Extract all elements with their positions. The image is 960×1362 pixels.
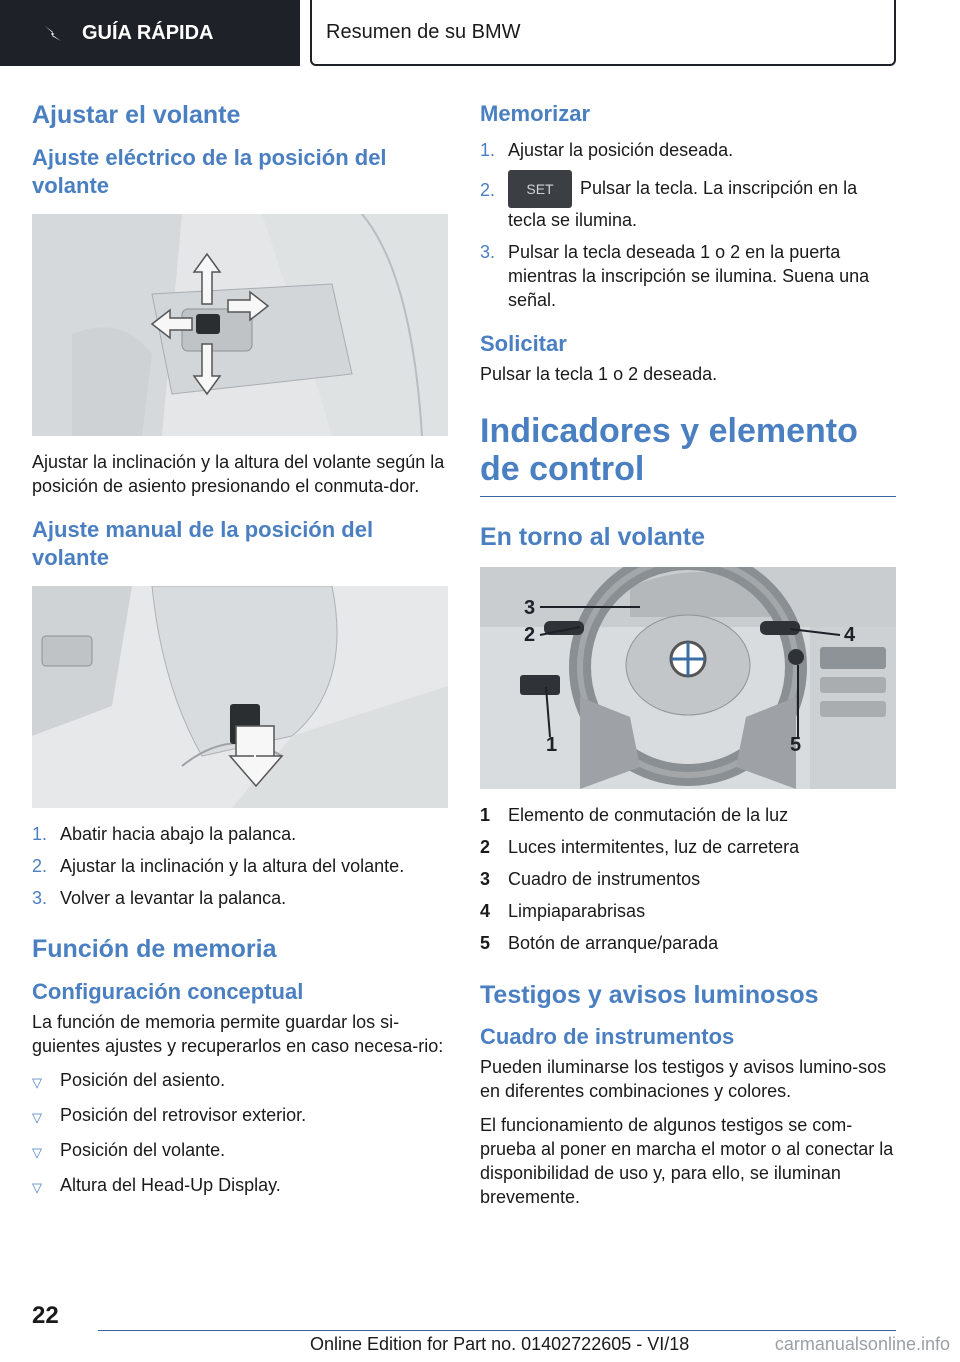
heading-manual-adjust: Ajuste manual de la posición del volante [32, 517, 374, 570]
list-item: 2 Luces intermitentes, luz de carretera [480, 837, 800, 857]
triangle-bullet-icon: ▽ [32, 1075, 42, 1090]
concept-text: La función de memoria permite guardar los si-guientes ajustes y recuperarlos en caso necesa-rio: [32, 1012, 444, 1056]
section-title [310, 0, 896, 66]
heading-electric-adjust: Ajuste eléctrico de la posición del volante [32, 145, 387, 198]
heading-warnings: Testigos y avisos luminosos [480, 981, 819, 1009]
quick-guide-label: GUÍA RÁPIDA [82, 21, 214, 44]
list-item: ▽ Posición del asiento. [32, 1068, 448, 1095]
bolt-icon [42, 22, 64, 44]
list-item: ▽ Posición del volante. [32, 1138, 448, 1165]
list-item: 5 Botón de arranque/parada [480, 933, 719, 953]
list-item: 1 Elemento de conmutación de la luz [480, 805, 789, 825]
request-text: Pulsar la tecla 1 o 2 deseada. [480, 364, 718, 384]
section-title-text: Resumen de su BMW [326, 20, 521, 43]
cluster-text-2: El funcionamiento de algunos testigos se com-prueba al poner en marcha el motor o al conectar la disponibilidad de uso y, para ello, se iluminan brevemente. [480, 1115, 894, 1207]
cluster-text-1: Pueden iluminarse los testigos y avisos lumino-sos en diferentes combinaciones y colores. [480, 1057, 887, 1101]
quick-guide-tab[interactable] [0, 0, 300, 66]
list-item: 4 Limpiaparabrisas [480, 901, 646, 921]
electric-adjust-text: Ajustar la inclinación y la altura del volante según la posición de asiento presionando el conmuta-dor. [32, 452, 445, 496]
list-item: 2. SET Pulsar la tecla. La inscripción en la tecla se ilumina. [480, 170, 896, 232]
list-item: 1. Ajustar la posición deseada. [480, 140, 734, 160]
heading-memorize: Memorizar [480, 101, 591, 126]
figure-callout: 1 [546, 734, 558, 756]
memorize-steps-list [480, 138, 896, 312]
footer-divider [98, 1330, 896, 1331]
steering-wheel-figure [480, 567, 896, 789]
set-button-icon: SET [508, 170, 572, 208]
triangle-bullet-icon: ▽ [32, 1145, 42, 1160]
triangle-bullet-icon: ▽ [32, 1180, 42, 1195]
heading-request: Solicitar [480, 331, 567, 356]
list-item: 1. Abatir hacia abajo la palanca. [32, 824, 297, 844]
list-item: 3 Cuadro de instrumentos [480, 869, 701, 889]
heading-steering: En torno al volante [480, 523, 706, 551]
memory-items-list [32, 1068, 448, 1200]
list-item: 2. Ajustar la inclinación y la altura del volante. [32, 856, 405, 876]
list-item: ▽ Posición del retrovisor exterior. [32, 1103, 448, 1130]
triangle-bullet-icon: ▽ [32, 1110, 42, 1125]
heading-adjust-wheel: Ajustar el volante [32, 101, 241, 129]
heading-indicators: Indicadores y elemento de control [480, 412, 896, 497]
figure-callout: 5 [790, 734, 802, 756]
steering-legend-list [480, 803, 896, 955]
manual-steps-list [32, 822, 448, 910]
list-item: ▽ Altura del Head-Up Display. [32, 1173, 448, 1200]
page-number: 22 [32, 1302, 59, 1329]
manual-adjust-figure [32, 586, 448, 808]
figure-callout: 4 [844, 624, 856, 646]
heading-memory-function: Función de memoria [32, 935, 277, 963]
figure-callout: 3 [524, 597, 536, 619]
left-column [32, 100, 448, 1208]
watermark: carmanualsonline.info [774, 1334, 950, 1354]
list-item: 3. Pulsar la tecla deseada 1 o 2 en la puerta mientras la inscripción se ilumina. Suena una señal. [480, 242, 870, 310]
edition-text: Online Edition for Part no. 01402722605 - VI/18 [310, 1334, 690, 1354]
list-item: 3. Volver a levantar la palanca. [32, 888, 287, 908]
right-column [480, 100, 896, 1219]
heading-concept: Configuración conceptual [32, 979, 304, 1004]
heading-cluster: Cuadro de instrumentos [480, 1024, 735, 1049]
figure-callout: 2 [524, 624, 536, 646]
electric-adjust-figure [32, 214, 448, 436]
